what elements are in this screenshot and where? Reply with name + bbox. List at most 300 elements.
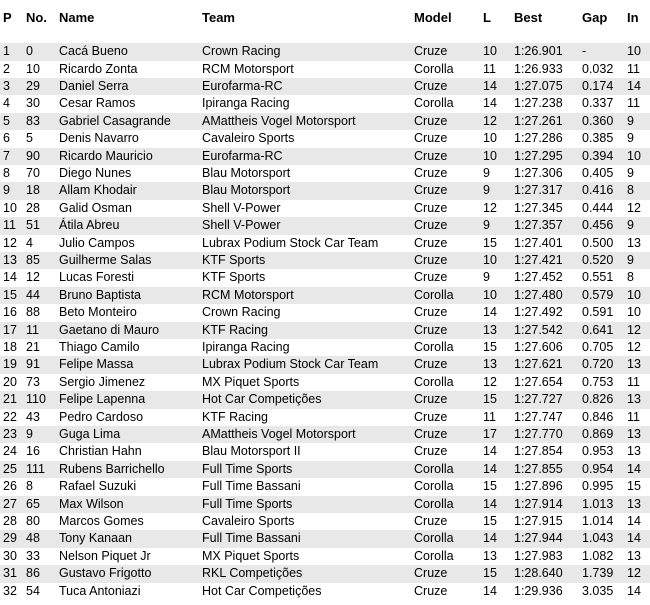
table-row xyxy=(0,426,650,443)
cell-no: 0 xyxy=(26,44,33,59)
cell-l: 14 xyxy=(483,96,497,111)
cell-in: 11 xyxy=(627,96,640,111)
cell-in: 13 xyxy=(627,357,641,372)
cell-gap: 0.869 xyxy=(582,427,614,441)
cell-name: Max Wilson xyxy=(59,496,124,511)
cell-model: Cruze xyxy=(414,44,448,59)
table-row xyxy=(0,148,650,165)
cell-p: 21 xyxy=(3,392,17,407)
cell-best: 1:27.286 xyxy=(514,131,563,146)
cell-model: Cruze xyxy=(414,566,448,581)
cell-in: 10 xyxy=(627,148,641,163)
cell-model: Corolla xyxy=(414,96,454,111)
header-name: Name xyxy=(59,10,95,25)
cell-best: 1:29.936 xyxy=(514,583,563,598)
cell-l: 17 xyxy=(483,427,497,441)
cell-gap: 0.705 xyxy=(582,340,614,354)
cell-model: Cruze xyxy=(414,270,448,285)
table-row xyxy=(0,565,650,582)
cell-p: 6 xyxy=(3,131,10,146)
cell-no: 28 xyxy=(26,200,40,215)
cell-no: 10 xyxy=(26,61,40,76)
cell-name: Cesar Ramos xyxy=(59,96,136,111)
cell-l: 10 xyxy=(483,253,497,267)
cell-team: Blau Motorsport II xyxy=(202,444,301,459)
cell-model: Cruze xyxy=(414,357,448,372)
cell-no: 18 xyxy=(26,183,40,198)
cell-l: 14 xyxy=(483,79,497,93)
cell-best: 1:27.770 xyxy=(514,427,563,441)
cell-p: 16 xyxy=(3,305,17,320)
cell-l: 10 xyxy=(483,44,497,59)
cell-model: Cruze xyxy=(414,183,448,198)
cell-name: Ricardo Mauricio xyxy=(59,148,153,163)
cell-no: 90 xyxy=(26,148,40,163)
cell-no: 8 xyxy=(26,479,33,494)
cell-p: 14 xyxy=(3,270,17,285)
cell-name: Diego Nunes xyxy=(59,166,132,180)
table-row xyxy=(0,513,650,530)
cell-name: Felipe Lapenna xyxy=(59,392,146,407)
cell-gap: 1.013 xyxy=(582,496,614,511)
cell-gap: 0.337 xyxy=(582,96,614,111)
table-row xyxy=(0,78,650,95)
cell-in: 14 xyxy=(627,79,641,93)
header-gap: Gap xyxy=(582,10,608,25)
table-row xyxy=(0,235,650,252)
header-best: Best xyxy=(514,10,543,25)
table-row xyxy=(0,130,650,147)
table-row xyxy=(0,200,650,217)
cell-name: Galid Osman xyxy=(59,200,132,215)
cell-team: RCM Motorsport xyxy=(202,61,294,76)
cell-p: 20 xyxy=(3,374,17,389)
cell-best: 1:27.747 xyxy=(514,409,563,424)
cell-l: 10 xyxy=(483,287,497,302)
table-row xyxy=(0,322,650,339)
cell-in: 11 xyxy=(627,374,640,389)
cell-no: 9 xyxy=(26,427,33,441)
cell-p: 2 xyxy=(3,61,10,76)
cell-name: Gustavo Frigotto xyxy=(59,566,152,581)
cell-gap: 0.579 xyxy=(582,287,614,302)
cell-p: 30 xyxy=(3,548,17,563)
cell-l: 11 xyxy=(483,409,496,424)
cell-team: KTF Racing xyxy=(202,409,268,424)
cell-name: Gabriel Casagrande xyxy=(59,113,171,128)
cell-team: RCM Motorsport xyxy=(202,287,294,302)
cell-l: 15 xyxy=(483,392,497,407)
cell-no: 29 xyxy=(26,79,40,93)
cell-name: Tony Kanaan xyxy=(59,531,132,546)
cell-no: 73 xyxy=(26,374,40,389)
cell-in: 14 xyxy=(627,531,641,546)
table-row xyxy=(0,165,650,182)
cell-model: Cruze xyxy=(414,305,448,320)
cell-in: 9 xyxy=(627,218,634,233)
cell-model: Cruze xyxy=(414,392,448,407)
header-no: No. xyxy=(26,10,47,25)
cell-best: 1:27.944 xyxy=(514,531,563,546)
cell-p: 7 xyxy=(3,148,10,163)
cell-in: 10 xyxy=(627,287,641,302)
table-row xyxy=(0,287,650,304)
table-row xyxy=(0,269,650,286)
cell-model: Cruze xyxy=(414,235,448,250)
cell-no: 86 xyxy=(26,566,40,581)
cell-team: Ipiranga Racing xyxy=(202,340,290,354)
cell-name: Julio Campos xyxy=(59,235,135,250)
cell-team: AMattheis Vogel Motorsport xyxy=(202,113,356,128)
cell-p: 27 xyxy=(3,496,17,511)
cell-no: 88 xyxy=(26,305,40,320)
cell-l: 14 xyxy=(483,444,497,459)
cell-l: 13 xyxy=(483,322,497,337)
cell-gap: 1.043 xyxy=(582,531,614,546)
cell-team: Cavaleiro Sports xyxy=(202,514,295,528)
cell-l: 14 xyxy=(483,531,497,546)
cell-gap: 3.035 xyxy=(582,583,614,598)
cell-best: 1:27.542 xyxy=(514,322,563,337)
cell-team: Full Time Bassani xyxy=(202,531,301,546)
cell-p: 13 xyxy=(3,253,17,267)
cell-team: Blau Motorsport xyxy=(202,166,291,180)
cell-l: 9 xyxy=(483,218,490,233)
cell-no: 85 xyxy=(26,253,40,267)
cell-best: 1:27.480 xyxy=(514,287,563,302)
cell-l: 10 xyxy=(483,131,497,146)
cell-best: 1:27.452 xyxy=(514,270,563,285)
cell-best: 1:27.855 xyxy=(514,461,563,476)
cell-in: 15 xyxy=(627,479,641,494)
cell-best: 1:27.492 xyxy=(514,305,563,320)
cell-no: 11 xyxy=(26,322,39,337)
table-row xyxy=(0,548,650,565)
cell-in: 8 xyxy=(627,270,634,285)
cell-gap: 1.014 xyxy=(582,514,614,528)
cell-p: 28 xyxy=(3,514,17,528)
cell-gap: - xyxy=(582,44,587,59)
cell-model: Cruze xyxy=(414,409,448,424)
cell-p: 23 xyxy=(3,427,17,441)
cell-best: 1:27.238 xyxy=(514,96,563,111)
cell-model: Cruze xyxy=(414,322,448,337)
cell-in: 10 xyxy=(627,44,641,59)
cell-team: Hot Car Competições xyxy=(202,392,322,407)
cell-gap: 0.032 xyxy=(582,61,614,76)
cell-name: Tuca Antoniazi xyxy=(59,583,141,598)
table-row xyxy=(0,61,650,78)
cell-l: 12 xyxy=(483,374,497,389)
cell-l: 15 xyxy=(483,340,497,354)
cell-team: Lubrax Podium Stock Car Team xyxy=(202,357,379,372)
cell-gap: 1.082 xyxy=(582,548,614,563)
cell-in: 13 xyxy=(627,444,641,459)
cell-model: Corolla xyxy=(414,496,454,511)
cell-in: 13 xyxy=(627,235,641,250)
cell-in: 13 xyxy=(627,548,641,563)
cell-p: 18 xyxy=(3,340,17,354)
cell-best: 1:27.654 xyxy=(514,374,563,389)
cell-team: Eurofarma-RC xyxy=(202,148,283,163)
cell-no: 21 xyxy=(26,340,40,354)
cell-team: Shell V-Power xyxy=(202,200,281,215)
cell-in: 14 xyxy=(627,583,641,598)
cell-best: 1:27.295 xyxy=(514,148,563,163)
cell-model: Cruze xyxy=(414,131,448,146)
cell-l: 15 xyxy=(483,479,497,494)
cell-name: Rubens Barrichello xyxy=(59,461,165,476)
cell-model: Cruze xyxy=(414,200,448,215)
cell-best: 1:27.896 xyxy=(514,479,563,494)
cell-p: 25 xyxy=(3,461,17,476)
cell-best: 1:26.933 xyxy=(514,61,563,76)
cell-in: 8 xyxy=(627,183,634,198)
cell-name: Gaetano di Mauro xyxy=(59,322,160,337)
cell-no: 83 xyxy=(26,113,40,128)
table-row xyxy=(0,391,650,408)
cell-in: 12 xyxy=(627,200,641,215)
cell-name: Rafael Suzuki xyxy=(59,479,137,494)
cell-best: 1:27.421 xyxy=(514,253,563,267)
cell-gap: 0.641 xyxy=(582,322,614,337)
cell-l: 14 xyxy=(483,305,497,320)
cell-no: 4 xyxy=(26,235,33,250)
cell-p: 8 xyxy=(3,166,10,180)
cell-p: 24 xyxy=(3,444,17,459)
cell-model: Cruze xyxy=(414,148,448,163)
cell-model: Cruze xyxy=(414,79,448,93)
cell-p: 29 xyxy=(3,531,17,546)
table-row xyxy=(0,252,650,269)
cell-l: 15 xyxy=(483,566,497,581)
cell-gap: 0.385 xyxy=(582,131,614,146)
cell-l: 15 xyxy=(483,514,497,528)
cell-model: Cruze xyxy=(414,113,448,128)
cell-gap: 0.360 xyxy=(582,113,614,128)
cell-gap: 0.753 xyxy=(582,374,614,389)
cell-name: Allam Khodair xyxy=(59,183,137,198)
cell-team: Full Time Sports xyxy=(202,461,293,476)
cell-name: Lucas Foresti xyxy=(59,270,135,285)
table-row xyxy=(0,356,650,373)
cell-in: 12 xyxy=(627,322,641,337)
table-row xyxy=(0,43,650,60)
cell-p: 19 xyxy=(3,357,17,372)
cell-p: 15 xyxy=(3,287,17,302)
table-row xyxy=(0,409,650,426)
cell-team: Full Time Sports xyxy=(202,496,293,511)
cell-name: Nelson Piquet Jr xyxy=(59,548,151,563)
cell-best: 1:27.401 xyxy=(514,235,563,250)
cell-no: 5 xyxy=(26,131,33,146)
cell-l: 14 xyxy=(483,583,497,598)
cell-team: Hot Car Competições xyxy=(202,583,322,598)
cell-p: 22 xyxy=(3,409,17,424)
cell-no: 43 xyxy=(26,409,40,424)
cell-model: Cruze xyxy=(414,166,448,180)
cell-gap: 0.591 xyxy=(582,305,614,320)
cell-p: 10 xyxy=(3,200,17,215)
cell-best: 1:27.606 xyxy=(514,340,563,354)
cell-best: 1:27.727 xyxy=(514,392,563,407)
cell-name: Denis Navarro xyxy=(59,131,139,146)
cell-gap: 0.405 xyxy=(582,166,614,180)
cell-best: 1:26.901 xyxy=(514,44,563,59)
cell-in: 14 xyxy=(627,514,641,528)
cell-l: 11 xyxy=(483,61,496,76)
cell-model: Cruze xyxy=(414,444,448,459)
cell-model: Corolla xyxy=(414,461,454,476)
cell-p: 17 xyxy=(3,322,17,337)
cell-name: Guilherme Salas xyxy=(59,253,152,267)
header-model: Model xyxy=(414,10,452,25)
cell-team: KTF Sports xyxy=(202,253,266,267)
cell-in: 10 xyxy=(627,305,641,320)
cell-team: Lubrax Podium Stock Car Team xyxy=(202,235,379,250)
table-row xyxy=(0,496,650,513)
cell-p: 1 xyxy=(3,44,10,59)
cell-best: 1:27.983 xyxy=(514,548,563,563)
cell-in: 11 xyxy=(627,409,640,424)
cell-l: 9 xyxy=(483,270,490,285)
cell-name: Átila Abreu xyxy=(59,218,120,233)
cell-gap: 0.551 xyxy=(582,270,614,285)
cell-name: Marcos Gomes xyxy=(59,514,144,528)
cell-model: Corolla xyxy=(414,548,454,563)
table-row xyxy=(0,113,650,130)
table-row xyxy=(0,443,650,460)
cell-no: 33 xyxy=(26,548,40,563)
cell-gap: 0.520 xyxy=(582,253,614,267)
cell-name: Ricardo Zonta xyxy=(59,61,138,76)
cell-in: 9 xyxy=(627,166,634,180)
cell-gap: 0.954 xyxy=(582,461,614,476)
cell-team: Cavaleiro Sports xyxy=(202,131,295,146)
cell-no: 91 xyxy=(26,357,40,372)
cell-l: 14 xyxy=(483,461,497,476)
cell-model: Corolla xyxy=(414,531,454,546)
cell-l: 12 xyxy=(483,200,497,215)
cell-in: 12 xyxy=(627,340,641,354)
cell-name: Christian Hahn xyxy=(59,444,142,459)
cell-in: 13 xyxy=(627,427,641,441)
cell-name: Sergio Jimenez xyxy=(59,374,146,389)
cell-team: MX Piquet Sports xyxy=(202,374,300,389)
cell-gap: 0.456 xyxy=(582,218,614,233)
cell-p: 26 xyxy=(3,479,17,494)
cell-team: KTF Racing xyxy=(202,322,268,337)
cell-no: 111 xyxy=(26,461,46,476)
cell-p: 9 xyxy=(3,183,10,198)
cell-l: 15 xyxy=(483,235,497,250)
cell-team: Crown Racing xyxy=(202,44,281,59)
cell-team: MX Piquet Sports xyxy=(202,548,300,563)
cell-best: 1:27.317 xyxy=(514,183,563,198)
cell-team: Ipiranga Racing xyxy=(202,96,290,111)
cell-name: Beto Monteiro xyxy=(59,305,137,320)
cell-name: Cacá Bueno xyxy=(59,44,128,59)
cell-team: Eurofarma-RC xyxy=(202,79,283,93)
cell-l: 12 xyxy=(483,113,497,128)
cell-gap: 0.720 xyxy=(582,357,614,372)
cell-no: 80 xyxy=(26,514,40,528)
cell-model: Cruze xyxy=(414,253,448,267)
cell-no: 44 xyxy=(26,287,40,302)
cell-best: 1:27.914 xyxy=(514,496,563,511)
cell-gap: 0.846 xyxy=(582,409,614,424)
cell-name: Bruno Baptista xyxy=(59,287,141,302)
cell-name: Felipe Massa xyxy=(59,357,134,372)
cell-name: Guga Lima xyxy=(59,427,121,441)
cell-team: Blau Motorsport xyxy=(202,183,291,198)
cell-best: 1:27.621 xyxy=(514,357,563,372)
cell-best: 1:27.345 xyxy=(514,200,563,215)
cell-name: Pedro Cardoso xyxy=(59,409,144,424)
cell-gap: 0.416 xyxy=(582,183,614,198)
table-row xyxy=(0,95,650,112)
cell-l: 10 xyxy=(483,148,497,163)
header-team: Team xyxy=(202,10,235,25)
table-row xyxy=(0,217,650,234)
cell-model: Corolla xyxy=(414,479,454,494)
cell-p: 31 xyxy=(3,566,17,581)
table-row xyxy=(0,182,650,199)
cell-no: 110 xyxy=(26,392,46,407)
cell-in: 14 xyxy=(627,461,641,476)
cell-model: Cruze xyxy=(414,218,448,233)
cell-team: Crown Racing xyxy=(202,305,281,320)
cell-in: 13 xyxy=(627,496,641,511)
cell-l: 9 xyxy=(483,166,490,180)
cell-no: 48 xyxy=(26,531,40,546)
cell-gap: 0.500 xyxy=(582,235,614,250)
cell-best: 1:27.854 xyxy=(514,444,563,459)
table-row xyxy=(0,478,650,495)
cell-model: Cruze xyxy=(414,427,448,441)
cell-best: 1:27.357 xyxy=(514,218,563,233)
cell-p: 3 xyxy=(3,79,10,93)
cell-model: Corolla xyxy=(414,340,454,354)
table-row xyxy=(0,304,650,321)
cell-l: 14 xyxy=(483,496,497,511)
cell-p: 5 xyxy=(3,113,10,128)
cell-no: 16 xyxy=(26,444,40,459)
cell-best: 1:28.640 xyxy=(514,566,563,581)
cell-l: 13 xyxy=(483,357,497,372)
cell-model: Cruze xyxy=(414,514,448,528)
table-row xyxy=(0,583,650,600)
cell-gap: 0.826 xyxy=(582,392,614,407)
cell-team: Shell V-Power xyxy=(202,218,281,233)
cell-best: 1:27.915 xyxy=(514,514,563,528)
cell-in: 9 xyxy=(627,131,634,146)
cell-model: Corolla xyxy=(414,61,454,76)
cell-no: 30 xyxy=(26,96,40,111)
cell-gap: 0.953 xyxy=(582,444,614,459)
cell-model: Corolla xyxy=(414,374,454,389)
cell-model: Corolla xyxy=(414,287,454,302)
cell-p: 11 xyxy=(3,218,16,233)
cell-in: 12 xyxy=(627,566,641,581)
cell-best: 1:27.306 xyxy=(514,166,563,180)
cell-team: RKL Competições xyxy=(202,566,303,581)
cell-in: 11 xyxy=(627,61,640,76)
cell-in: 9 xyxy=(627,113,634,128)
table-row xyxy=(0,339,650,356)
cell-no: 65 xyxy=(26,496,40,511)
cell-l: 13 xyxy=(483,548,497,563)
